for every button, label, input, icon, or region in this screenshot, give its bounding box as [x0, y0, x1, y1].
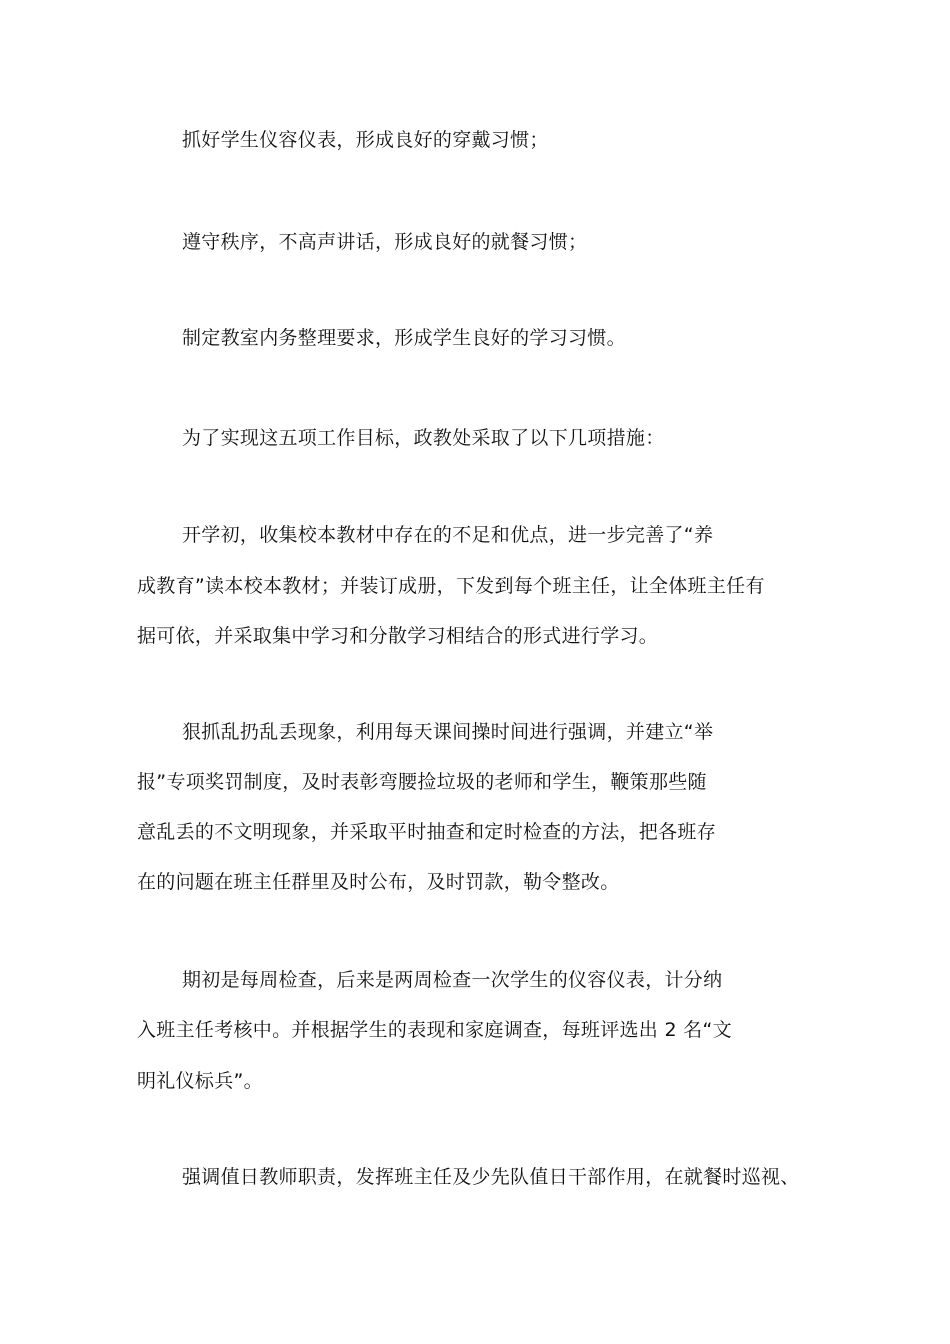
paragraph-6-line-4: 在的问题在班主任群里及时公布，及时罚款，勒令整改。 [137, 871, 620, 893]
paragraph-1-line-1: 抓好学生仪容仪表，形成良好的穿戴习惯； [182, 129, 549, 151]
paragraph-6-line-2: 报”专项奖罚制度，及时表彰弯腰捡垃圾的老师和学生，鞭策那些随 [137, 771, 707, 793]
paragraph-5-line-2: 成教育”读本校本教材；并装订成册，下发到每个班主任，让全体班主任有 [137, 575, 765, 597]
paragraph-4-line-1: 为了实现这五项工作目标，政教处采取了以下几项措施： [182, 427, 665, 449]
paragraph-3-line-1: 制定教室内务整理要求，形成学生良好的学习习惯。 [182, 327, 626, 349]
paragraph-5-line-1: 开学初，收集校本教材中存在的不足和优点，进一步完善了“养 [182, 524, 714, 546]
paragraph-5-line-3: 据可依，并采取集中学习和分散学习相结合的形式进行学习。 [137, 625, 659, 647]
paragraph-2-line-1: 遵守秩序，不高声讲话，形成良好的就餐习惯； [182, 231, 588, 253]
paragraph-7-line-3: 明礼仪标兵”。 [137, 1070, 263, 1092]
paragraph-7-line-2: 入班主任考核中。并根据学生的表现和家庭调查，每班评选出 2 名“文 [137, 1019, 732, 1041]
paragraph-6-line-3: 意乱丢的不文明现象，并采取平时抽查和定时检查的方法，把各班存 [137, 821, 717, 843]
paragraph-8-line-1: 强调值日教师职责，发挥班主任及少先队值日干部作用，在就餐时巡视、 [182, 1166, 800, 1188]
paragraph-7-line-1: 期初是每周检查，后来是两周检查一次学生的仪容仪表，计分纳 [182, 969, 723, 991]
paragraph-6-line-1: 狠抓乱扔乱丢现象，利用每天课间操时间进行强调，并建立“举 [182, 721, 714, 743]
